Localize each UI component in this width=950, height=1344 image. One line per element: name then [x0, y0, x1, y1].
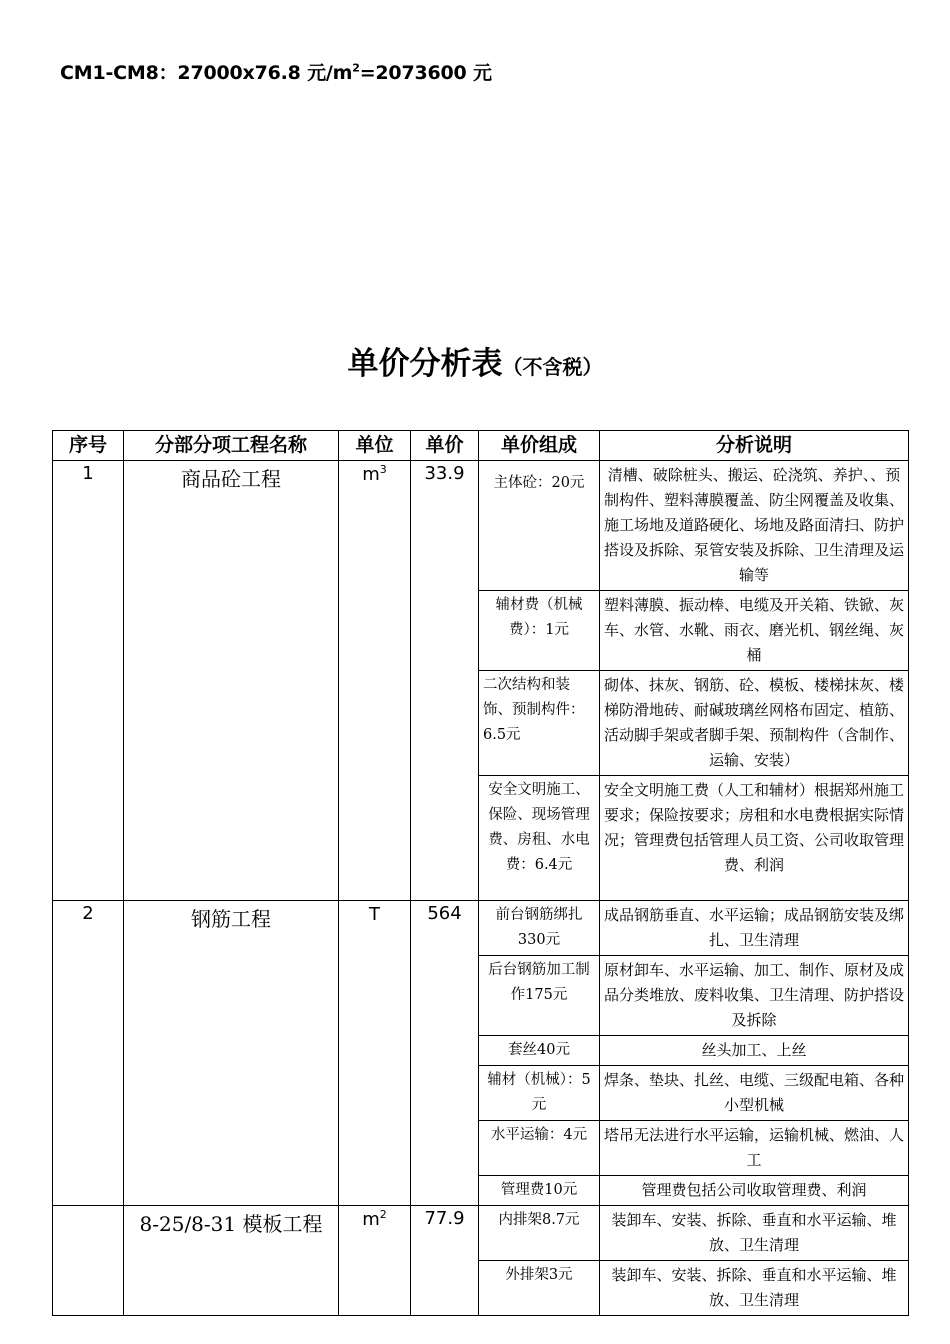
header-composition: 单价组成	[479, 431, 600, 461]
description-cell: 焊条、垫块、扎丝、电缆、三级配电箱、各种小型机械	[600, 1066, 909, 1121]
composition-cell: 内排架8.7元	[479, 1206, 600, 1261]
composition-cell: 主体砼：20元	[479, 461, 600, 591]
unit-price-table	[52, 430, 909, 1316]
section-seq: 2	[53, 901, 124, 1206]
description-cell: 安全文明施工费（人工和辅材）根据郑州施工要求；保险按要求；房租和水电费根据实际情况；管理费包括管理人员工资、公司收取管理费、利润	[600, 776, 909, 901]
unit-text: m	[362, 1209, 380, 1230]
title-main: 单价分析表	[347, 346, 503, 382]
section-name: 钢筋工程	[124, 901, 339, 1206]
header-description: 分析说明	[600, 431, 909, 461]
composition-cell: 安全文明施工、保险、现场管理费、房租、水电费：6.4元	[479, 776, 600, 901]
composition-cell: 前台钢筋绑扎330元	[479, 901, 600, 956]
headline-superscript: 2	[352, 61, 360, 75]
unit-text: T	[369, 904, 380, 925]
section-seq	[53, 1206, 124, 1316]
unit-text: m	[362, 464, 380, 485]
section-price: 77.9	[411, 1206, 479, 1316]
table-row	[53, 901, 909, 956]
description-cell: 装卸车、安装、拆除、垂直和水平运输、堆放、卫生清理	[600, 1261, 909, 1316]
composition-cell: 二次结构和装饰、预制构件：6.5元	[479, 671, 600, 776]
description-cell: 塔吊无法进行水平运输，运输机械、燃油、人工	[600, 1121, 909, 1176]
description-cell: 装卸车、安装、拆除、垂直和水平运输、堆放、卫生清理	[600, 1206, 909, 1261]
composition-cell: 后台钢筋加工制作175元	[479, 956, 600, 1036]
headline-formula	[60, 58, 492, 85]
section-unit	[339, 461, 411, 901]
composition-cell: 外排架3元	[479, 1261, 600, 1316]
page-title	[0, 338, 950, 383]
unit-superscript: 3	[379, 463, 387, 476]
description-cell: 丝头加工、上丝	[600, 1036, 909, 1066]
description-cell: 砌体、抹灰、钢筋、砼、模板、楼梯抹灰、楼梯防滑地砖、耐碱玻璃丝网格布固定、植筋、活动脚手架或者脚手架、预制构件（含制作、运输、安装）	[600, 671, 909, 776]
title-sub: （不含税）	[502, 355, 603, 379]
table-row	[53, 1206, 909, 1261]
section-name: 商品砼工程	[124, 461, 339, 901]
header-seq: 序号	[53, 431, 124, 461]
section-unit	[339, 901, 411, 1206]
description-cell: 原材卸车、水平运输、加工、制作、原材及成品分类堆放、废料收集、卫生清理、防护搭设及拆除	[600, 956, 909, 1036]
table-header-row	[53, 431, 909, 461]
composition-cell: 套丝40元	[479, 1036, 600, 1066]
description-cell: 清槽、破除桩头、搬运、砼浇筑、养护、、预制构件、塑料薄膜覆盖、防尘网覆盖及收集、施工场地及道路硬化、场地及路面清扫、防护搭设及拆除、泵管安装及拆除、卫生清理及运输等	[600, 461, 909, 591]
section-unit	[339, 1206, 411, 1316]
section-price: 33.9	[411, 461, 479, 901]
section-price: 564	[411, 901, 479, 1206]
composition-cell: 管理费10元	[479, 1176, 600, 1206]
description-cell: 管理费包括公司收取管理费、利润	[600, 1176, 909, 1206]
headline-suffix: =2073600 元	[359, 62, 492, 84]
description-cell: 成品钢筋垂直、水平运输；成品钢筋安装及绑扎、卫生清理	[600, 901, 909, 956]
headline-prefix: CM1-CM8：27000x76.8 元/m	[60, 62, 353, 84]
composition-cell: 辅材费（机械费）：1元	[479, 591, 600, 671]
header-price: 单价	[411, 431, 479, 461]
section-name: 8-25/8-31 模板工程	[124, 1206, 339, 1316]
section-seq: 1	[53, 461, 124, 901]
composition-cell: 水平运输：4元	[479, 1121, 600, 1176]
header-unit: 单位	[339, 431, 411, 461]
description-cell: 塑料薄膜、振动棒、电缆及开关箱、铁锨、灰车、水管、水靴、雨衣、磨光机、钢丝绳、灰桶	[600, 591, 909, 671]
header-name: 分部分项工程名称	[124, 431, 339, 461]
composition-cell: 辅材（机械）：5元	[479, 1066, 600, 1121]
table-row	[53, 461, 909, 591]
unit-superscript: 2	[379, 1208, 387, 1221]
